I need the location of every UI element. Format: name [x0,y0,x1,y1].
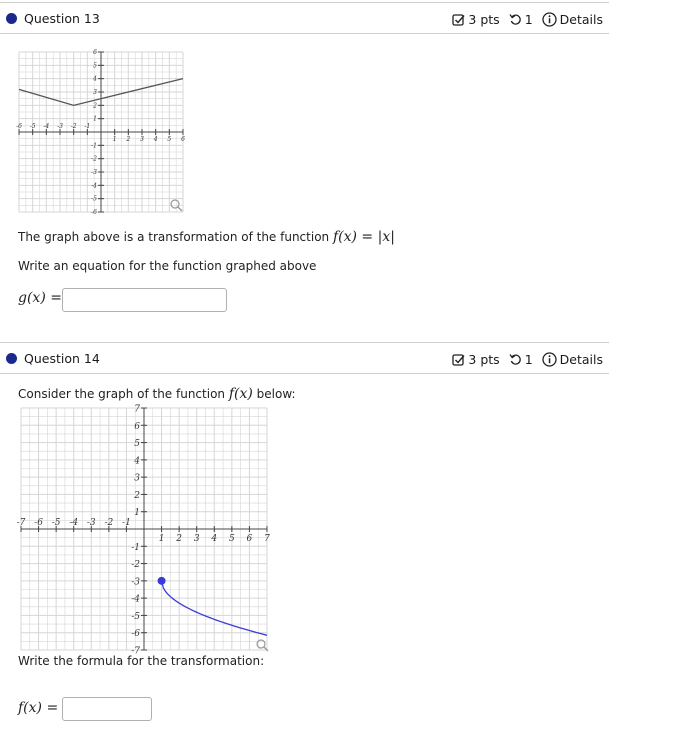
x-tick-label: -5 [29,123,36,130]
x-tick-label: 5 [167,136,172,143]
question-meta [452,352,603,367]
question-status-dot [6,353,17,364]
checkbox-icon [452,13,465,26]
x-tick-label: -6 [16,123,22,130]
zoom-icon [171,200,179,208]
question-status-dot [6,13,17,24]
x-tick-label: 5 [228,534,235,544]
x-tick-label: -1 [84,123,91,130]
y-tick-label: 7 [134,404,140,415]
details-link[interactable]: Details [559,352,603,367]
q14-prompt-math: f(x) [228,386,253,402]
y-tick-label: 5 [134,439,140,450]
y-tick-label: -1 [131,542,140,553]
x-tick-label: 2 [126,136,131,143]
question-13-header [0,2,609,34]
y-tick-label: 5 [93,62,97,70]
y-tick-label: -6 [131,629,140,640]
y-tick-label: -3 [131,577,140,588]
x-tick-label: -4 [69,518,79,528]
x-tick-label: -2 [70,123,77,130]
y-tick-label: -3 [91,169,97,176]
y-tick-label: 4 [134,456,140,467]
q13-instruction: Write an equation for the function graphed above [18,259,317,273]
x-tick-label: 4 [153,136,158,143]
y-tick-label: 3 [134,473,140,484]
y-tick-label: -7 [131,646,140,656]
y-tick-label: 1 [134,508,140,519]
attempts-count: 1 [524,352,533,367]
y-tick-label: -5 [131,611,140,622]
x-tick-label: -5 [51,518,61,528]
x-tick-label: 6 [181,136,185,143]
x-tick-label: 4 [211,534,218,544]
zoom-icon-handle [178,207,182,211]
q13-prompt-text: The graph above is a transformation of the function [18,230,333,244]
x-tick-label: -7 [16,518,26,528]
x-tick-label: -6 [34,518,43,528]
q14-instruction: Write the formula for the transformation: [18,654,265,668]
x-tick-label: 1 [112,136,117,143]
x-tick-label: 6 [246,534,253,544]
q14-prompt-suffix: below: [252,387,296,401]
info-icon[interactable] [542,12,557,27]
x-tick-label: -1 [122,518,131,528]
q13-answer-label: g(x) = [18,290,62,306]
q14-answer-label: f(x) = [18,700,59,716]
curve-start-point [158,577,166,585]
points-label: 3 pts [468,352,500,367]
question-meta [452,12,603,27]
y-tick-label: -1 [91,142,97,150]
x-tick-label: -4 [43,123,50,130]
y-tick-label: 6 [134,421,140,432]
details-link[interactable]: Details [559,12,603,27]
attempts-count: 1 [524,12,533,27]
y-tick-label: -5 [91,195,97,203]
retry-icon [509,353,522,366]
y-tick-label: -4 [131,594,140,605]
q13-prompt-math: f(x) = |x| [332,229,395,245]
retry-icon [509,13,522,26]
y-tick-label: 1 [93,115,97,123]
x-tick-label: -3 [57,123,63,130]
question-13-graph [15,48,187,216]
y-tick-label: 3 [93,89,97,96]
question-14-graph [15,402,273,656]
q13-prompt [18,229,395,245]
x-tick-label: -2 [104,518,114,528]
x-tick-label: 1 [158,534,165,544]
y-tick-label: 2 [93,102,97,110]
y-tick-label: 2 [134,490,140,501]
question-title: Question 13 [24,11,100,26]
q14-prompt-text: Consider the graph of the function [18,387,229,401]
y-tick-label: 6 [93,49,97,56]
info-icon[interactable] [542,352,557,367]
y-tick-label: -6 [91,209,97,216]
x-tick-label: 2 [176,534,183,544]
points-label: 3 pts [468,12,500,27]
x-tick-label: -3 [86,518,96,528]
y-tick-label: -2 [91,155,97,163]
y-tick-label: -2 [131,560,140,571]
x-tick-label: 7 [264,534,270,544]
y-tick-label: 4 [93,75,97,83]
x-tick-label: 3 [140,136,144,143]
q14-prompt [18,386,296,402]
checkbox-icon [452,353,465,366]
q13-answer-input[interactable] [62,288,227,312]
question-14-header [0,342,609,374]
q14-answer-input[interactable] [62,697,152,721]
x-tick-label: 3 [193,534,200,544]
y-tick-label: -4 [91,182,97,190]
question-title: Question 14 [24,351,100,366]
